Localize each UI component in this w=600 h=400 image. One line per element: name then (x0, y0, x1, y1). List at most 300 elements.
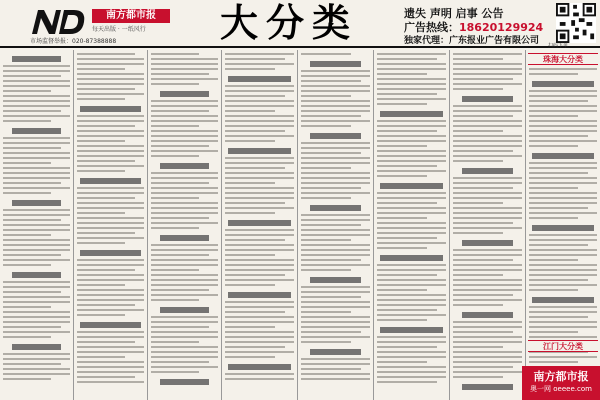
hotline-label: 广告热线： (404, 21, 459, 34)
text-line-placeholder (377, 366, 446, 368)
text-line-placeholder (529, 244, 588, 246)
text-line-placeholder (3, 239, 70, 241)
text-line-placeholder (377, 279, 446, 281)
text-line-placeholder (529, 73, 578, 75)
text-line-placeholder (77, 160, 135, 162)
notice-heading-placeholder (380, 183, 443, 189)
notice-heading-placeholder (160, 163, 209, 169)
text-line-placeholder (529, 284, 597, 286)
monitor-hotline: 市场监督举报：020-87388888 (30, 38, 117, 45)
text-line-placeholder (3, 65, 70, 67)
notice-heading-placeholder (12, 344, 61, 350)
text-line-placeholder (3, 264, 51, 266)
text-line-placeholder (151, 269, 199, 271)
text-line-placeholder (453, 63, 522, 65)
text-line-placeholder (529, 249, 597, 251)
text-line-placeholder (301, 234, 370, 236)
notice-heading-placeholder (462, 240, 513, 246)
text-line-placeholder (377, 192, 446, 194)
text-line-placeholder (77, 192, 144, 194)
text-line-placeholder (77, 361, 144, 363)
text-line-placeholder (529, 289, 578, 291)
text-line-placeholder (301, 291, 370, 293)
text-line-placeholder (225, 331, 294, 333)
text-line-placeholder (529, 125, 597, 127)
text-line-placeholder (225, 326, 275, 328)
text-line-placeholder (225, 316, 294, 318)
text-line-placeholder (301, 331, 361, 333)
notice-heading-placeholder (228, 364, 291, 370)
text-line-placeholder (77, 150, 144, 152)
text-line-placeholder (225, 306, 294, 308)
text-line-placeholder (301, 239, 351, 241)
text-line-placeholder (225, 274, 285, 276)
brand-subtitle: 每天出版 · 一纸风行 (92, 26, 146, 33)
text-line-placeholder (3, 110, 61, 112)
text-line-placeholder (151, 212, 218, 214)
text-line-placeholder (151, 299, 199, 301)
text-line-placeholder (77, 371, 144, 373)
text-line-placeholder (151, 63, 218, 65)
text-line-placeholder (529, 264, 597, 266)
text-line-placeholder (453, 217, 522, 219)
text-line-placeholder (453, 130, 503, 132)
text-line-placeholder (453, 120, 522, 122)
text-line-placeholder (225, 120, 294, 122)
text-line-placeholder (151, 336, 218, 338)
text-line-placeholder (301, 100, 370, 102)
text-line-placeholder (225, 53, 294, 55)
notice-column (148, 50, 222, 400)
notice-heading-placeholder (12, 128, 61, 134)
text-line-placeholder (301, 358, 370, 360)
text-line-placeholder (151, 244, 218, 246)
text-line-placeholder (529, 110, 597, 112)
text-line-placeholder (151, 207, 218, 209)
text-line-placeholder (225, 192, 294, 194)
text-line-placeholder (377, 314, 446, 316)
text-line-placeholder (377, 274, 437, 276)
text-line-placeholder (77, 284, 125, 286)
notice-heading-placeholder (380, 255, 443, 261)
text-line-placeholder (151, 182, 209, 184)
text-line-placeholder (529, 279, 588, 281)
text-line-placeholder (453, 254, 522, 256)
text-line-placeholder (453, 197, 522, 199)
text-line-placeholder (377, 125, 446, 127)
text-line-placeholder (529, 326, 597, 328)
notice-heading-placeholder (12, 272, 61, 278)
text-line-placeholder (377, 356, 446, 358)
text-line-placeholder (453, 279, 522, 281)
text-line-placeholder (3, 316, 70, 318)
text-line-placeholder (151, 78, 218, 80)
text-line-placeholder (3, 95, 70, 97)
text-line-placeholder (151, 249, 218, 251)
text-line-placeholder (453, 284, 522, 286)
text-line-placeholder (529, 311, 597, 313)
text-line-placeholder (529, 239, 597, 241)
text-line-placeholder (529, 336, 597, 338)
text-line-placeholder (377, 284, 446, 286)
notice-heading-placeholder (532, 225, 594, 231)
text-line-placeholder (453, 331, 513, 333)
text-line-placeholder (453, 53, 522, 55)
text-line-placeholder (377, 376, 446, 378)
text-line-placeholder (225, 207, 294, 209)
text-line-placeholder (377, 73, 427, 75)
text-line-placeholder (225, 269, 294, 271)
text-line-placeholder (225, 100, 294, 102)
text-line-placeholder (77, 294, 144, 296)
text-line-placeholder (151, 58, 218, 60)
text-line-placeholder (3, 142, 70, 144)
text-line-placeholder (453, 299, 522, 301)
text-line-placeholder (377, 264, 446, 266)
text-line-placeholder (3, 286, 70, 288)
text-line-placeholder (3, 311, 70, 313)
text-line-placeholder (377, 58, 437, 60)
text-line-placeholder (453, 192, 522, 194)
text-line-placeholder (77, 309, 144, 311)
text-line-placeholder (3, 172, 70, 174)
text-line-placeholder (301, 301, 370, 303)
text-line-placeholder (529, 115, 578, 117)
text-line-placeholder (77, 73, 144, 75)
text-line-placeholder (225, 177, 294, 179)
text-line-placeholder (225, 63, 294, 65)
text-line-placeholder (453, 289, 522, 291)
text-line-placeholder (151, 346, 218, 348)
notice-heading-placeholder (228, 220, 291, 226)
text-line-placeholder (529, 259, 578, 261)
text-line-placeholder (151, 294, 218, 296)
text-line-placeholder (77, 130, 144, 132)
notice-heading-placeholder (462, 168, 513, 174)
text-line-placeholder (529, 145, 578, 147)
text-line-placeholder (3, 336, 51, 338)
text-line-placeholder (77, 341, 135, 343)
badge-url[interactable]: 奥一网 oeeee.com (530, 385, 592, 393)
text-line-placeholder (453, 356, 522, 358)
notice-heading-placeholder (310, 61, 361, 67)
text-line-placeholder (3, 157, 70, 159)
text-line-placeholder (151, 73, 209, 75)
text-line-placeholder (529, 321, 597, 323)
text-line-placeholder (529, 192, 597, 194)
text-line-placeholder (529, 187, 578, 189)
text-line-placeholder (453, 140, 522, 142)
notice-heading-placeholder (310, 277, 361, 283)
text-line-placeholder (377, 361, 427, 363)
brand-badge (522, 366, 600, 400)
notice-heading-placeholder (462, 384, 513, 390)
text-line-placeholder (77, 222, 144, 224)
text-line-placeholder (151, 100, 218, 102)
text-line-placeholder (529, 269, 597, 271)
text-line-placeholder (529, 162, 597, 164)
text-line-placeholder (377, 207, 446, 209)
text-line-placeholder (377, 269, 446, 271)
text-line-placeholder (3, 70, 70, 72)
text-line-placeholder (77, 381, 144, 383)
text-line-placeholder (77, 140, 125, 142)
text-line-placeholder (77, 63, 144, 65)
text-line-placeholder (151, 356, 218, 358)
text-line-placeholder (301, 259, 361, 261)
text-line-placeholder (377, 63, 446, 65)
text-line-placeholder (151, 351, 218, 353)
text-line-placeholder (453, 88, 503, 90)
text-line-placeholder (377, 165, 437, 167)
text-line-placeholder (151, 83, 199, 85)
text-line-placeholder (453, 376, 503, 378)
text-line-placeholder (151, 115, 218, 117)
notice-heading-placeholder (12, 56, 61, 62)
text-line-placeholder (225, 284, 275, 286)
notice-heading-placeholder (380, 111, 443, 117)
qr-code-icon[interactable] (556, 3, 596, 43)
text-line-placeholder (529, 361, 578, 363)
text-line-placeholder (301, 147, 370, 149)
text-line-placeholder (3, 120, 51, 122)
text-line-placeholder (453, 274, 503, 276)
text-line-placeholder (225, 259, 294, 261)
text-line-placeholder (3, 187, 70, 189)
text-line-placeholder (529, 182, 597, 184)
text-line-placeholder (77, 331, 144, 333)
text-line-placeholder (301, 152, 361, 154)
text-line-placeholder (529, 207, 588, 209)
text-line-placeholder (77, 115, 144, 117)
notice-heading-placeholder (462, 96, 513, 102)
text-line-placeholder (301, 53, 351, 55)
text-line-placeholder (301, 269, 351, 271)
text-line-placeholder (453, 202, 503, 204)
text-line-placeholder (3, 80, 70, 82)
text-line-placeholder (301, 341, 351, 343)
text-line-placeholder (151, 187, 218, 189)
text-line-placeholder (453, 346, 503, 348)
text-line-placeholder (225, 110, 275, 112)
text-line-placeholder (453, 207, 522, 209)
text-line-placeholder (453, 182, 522, 184)
text-line-placeholder (225, 378, 294, 380)
text-line-placeholder (3, 358, 70, 360)
text-line-placeholder (529, 254, 597, 256)
text-line-placeholder (3, 281, 70, 283)
text-line-placeholder (3, 75, 61, 77)
text-line-placeholder (301, 125, 351, 127)
text-line-placeholder (3, 177, 70, 179)
text-line-placeholder (225, 239, 285, 241)
notice-types: 遗失 声明 启事 公告 (404, 7, 504, 20)
text-line-placeholder (453, 222, 513, 224)
text-line-placeholder (77, 68, 125, 70)
text-line-placeholder (529, 172, 588, 174)
text-line-placeholder (225, 162, 294, 164)
text-line-placeholder (3, 167, 70, 169)
text-line-placeholder (3, 249, 70, 251)
text-line-placeholder (225, 130, 285, 132)
text-line-placeholder (377, 150, 446, 152)
text-line-placeholder (151, 366, 218, 368)
notice-heading-placeholder (228, 76, 291, 82)
text-line-placeholder (151, 105, 218, 107)
text-line-placeholder (3, 224, 70, 226)
text-line-placeholder (77, 207, 144, 209)
text-line-placeholder (453, 366, 513, 368)
text-line-placeholder (377, 242, 446, 244)
text-line-placeholder (377, 103, 427, 105)
text-line-placeholder (151, 177, 218, 179)
text-line-placeholder (301, 157, 370, 159)
text-line-placeholder (3, 301, 70, 303)
text-line-placeholder (3, 100, 70, 102)
text-line-placeholder (529, 130, 597, 132)
notice-heading-placeholder (532, 297, 594, 303)
text-line-placeholder (301, 311, 351, 313)
text-line-placeholder (77, 197, 135, 199)
text-line-placeholder (77, 120, 144, 122)
text-line-placeholder (3, 234, 51, 236)
text-line-placeholder (453, 336, 522, 338)
text-line-placeholder (151, 331, 218, 333)
text-line-placeholder (301, 296, 361, 298)
text-line-placeholder (225, 321, 294, 323)
text-line-placeholder (529, 90, 597, 92)
text-line-placeholder (377, 304, 446, 306)
hotline-number[interactable]: 18620129924 (459, 21, 544, 34)
text-line-placeholder (225, 202, 285, 204)
text-line-placeholder (453, 73, 522, 75)
text-line-placeholder (453, 232, 503, 234)
text-line-placeholder (301, 75, 370, 77)
text-line-placeholder (377, 175, 427, 177)
text-line-placeholder (529, 202, 597, 204)
text-line-placeholder (377, 232, 446, 234)
text-line-placeholder (3, 321, 70, 323)
text-line-placeholder (225, 229, 294, 231)
text-line-placeholder (377, 227, 446, 229)
text-line-placeholder (301, 142, 370, 144)
text-line-placeholder (225, 244, 294, 246)
text-line-placeholder (3, 373, 70, 375)
text-line-placeholder (225, 351, 294, 353)
text-line-placeholder (453, 212, 522, 214)
text-line-placeholder (225, 85, 294, 87)
text-line-placeholder (77, 135, 144, 137)
text-line-placeholder (77, 125, 135, 127)
text-line-placeholder (453, 259, 513, 261)
text-line-placeholder (77, 237, 144, 239)
text-line-placeholder (151, 371, 199, 373)
text-line-placeholder (301, 110, 370, 112)
text-line-placeholder (151, 155, 199, 157)
text-line-placeholder (77, 232, 135, 234)
text-line-placeholder (453, 83, 522, 85)
text-line-placeholder (3, 259, 70, 261)
text-line-placeholder (377, 237, 437, 239)
text-line-placeholder (225, 58, 285, 60)
text-line-placeholder (301, 90, 370, 92)
text-line-placeholder (453, 249, 522, 251)
text-line-placeholder (301, 172, 370, 174)
text-line-placeholder (3, 162, 51, 164)
text-line-placeholder (529, 274, 597, 276)
text-line-placeholder (151, 145, 209, 147)
text-line-placeholder (151, 361, 209, 363)
notice-heading-placeholder (160, 235, 209, 241)
text-line-placeholder (3, 182, 61, 184)
text-line-placeholder (3, 147, 61, 149)
text-line-placeholder (77, 58, 144, 60)
text-line-placeholder (77, 145, 144, 147)
notice-heading-placeholder (160, 91, 209, 97)
text-line-placeholder (151, 192, 218, 194)
text-line-placeholder (225, 341, 294, 343)
text-line-placeholder (453, 341, 522, 343)
text-line-placeholder (301, 378, 370, 380)
notice-column (0, 50, 74, 400)
text-line-placeholder (77, 78, 144, 80)
text-line-placeholder (3, 368, 70, 370)
text-line-placeholder (77, 259, 144, 261)
text-line-placeholder (529, 212, 597, 214)
text-line-placeholder (77, 202, 144, 204)
text-line-placeholder (301, 224, 361, 226)
text-line-placeholder (529, 167, 597, 169)
text-line-placeholder (301, 85, 370, 87)
notice-heading-placeholder (462, 312, 513, 318)
text-line-placeholder (225, 279, 294, 281)
notice-column (298, 50, 374, 400)
text-line-placeholder (377, 120, 446, 122)
text-line-placeholder (77, 227, 144, 229)
text-line-placeholder (377, 78, 446, 80)
text-line-placeholder (3, 209, 70, 211)
text-line-placeholder (77, 314, 125, 316)
text-line-placeholder (225, 311, 285, 313)
text-line-placeholder (453, 177, 522, 179)
text-line-placeholder (3, 378, 51, 380)
text-line-placeholder (3, 229, 70, 231)
text-line-placeholder (453, 115, 513, 117)
text-line-placeholder (453, 105, 522, 107)
text-line-placeholder (151, 259, 218, 261)
text-line-placeholder (301, 368, 361, 370)
text-line-placeholder (3, 192, 51, 194)
text-line-placeholder (151, 68, 218, 70)
text-line-placeholder (453, 294, 513, 296)
text-line-placeholder (3, 214, 70, 216)
text-line-placeholder (225, 182, 275, 184)
text-line-placeholder (225, 172, 294, 174)
text-line-placeholder (77, 155, 144, 157)
text-line-placeholder (377, 294, 446, 296)
text-line-placeholder (377, 135, 446, 137)
text-line-placeholder (77, 346, 144, 348)
text-line-placeholder (225, 346, 285, 348)
text-line-placeholder (453, 187, 513, 189)
text-line-placeholder (225, 135, 294, 137)
text-line-placeholder (151, 289, 209, 291)
text-line-placeholder (151, 217, 209, 219)
text-line-placeholder (3, 306, 51, 308)
text-line-placeholder (529, 234, 597, 236)
text-line-placeholder (77, 269, 135, 271)
text-line-placeholder (453, 304, 503, 306)
